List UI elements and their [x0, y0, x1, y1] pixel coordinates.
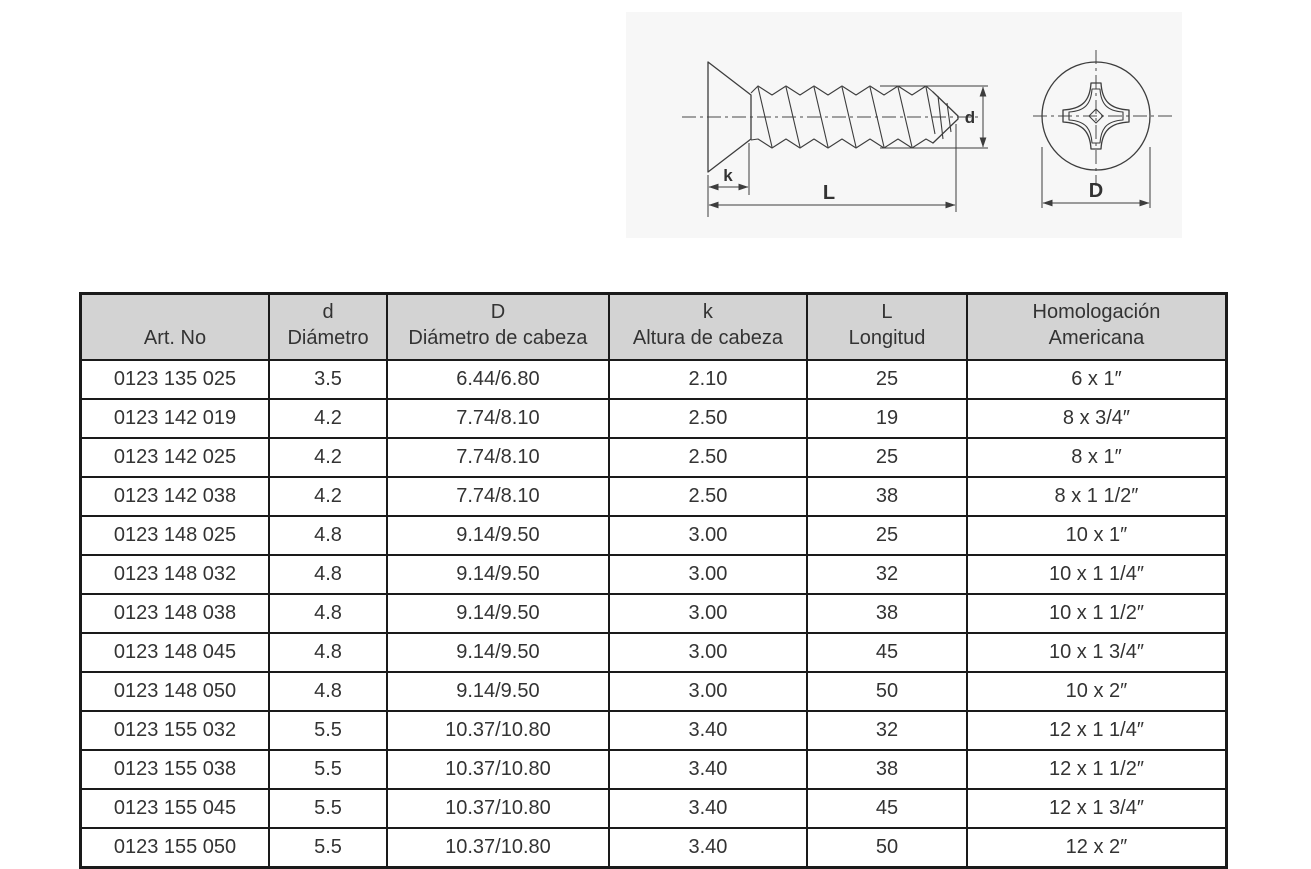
spec-cell: 38 [807, 750, 967, 789]
spec-cell: 4.2 [269, 438, 387, 477]
spec-cell: 0123 148 038 [81, 594, 270, 633]
column-symbol: L [881, 301, 893, 323]
dimension-L [709, 124, 956, 212]
spec-cell: 3.00 [609, 594, 807, 633]
spec-cell: 9.14/9.50 [387, 633, 609, 672]
column-header [609, 294, 807, 361]
spec-cell: 6 x 1″ [967, 360, 1227, 399]
spec-row [81, 516, 1227, 555]
spec-row [81, 750, 1227, 789]
column-symbol: D [490, 301, 506, 323]
spec-cell: 12 x 1 1/2″ [967, 750, 1227, 789]
spec-row [81, 438, 1227, 477]
spec-cell: 10 x 1″ [967, 516, 1227, 555]
spec-cell: 5.5 [269, 711, 387, 750]
spec-cell: 25 [807, 360, 967, 399]
spec-cell: 0123 155 045 [81, 789, 270, 828]
spec-cell: 9.14/9.50 [387, 594, 609, 633]
dimension-k [708, 143, 749, 217]
column-label: Diámetro [287, 327, 369, 349]
spec-table-body [81, 360, 1227, 868]
column-label: Longitud [848, 327, 926, 349]
spec-cell: 3.00 [609, 633, 807, 672]
column-header [807, 294, 967, 361]
spec-cell: 10.37/10.80 [387, 711, 609, 750]
spec-cell: 9.14/9.50 [387, 672, 609, 711]
spec-cell: 45 [807, 789, 967, 828]
spec-cell: 19 [807, 399, 967, 438]
spec-cell: 38 [807, 594, 967, 633]
spec-row [81, 789, 1227, 828]
spec-row [81, 711, 1227, 750]
spec-cell: 2.50 [609, 399, 807, 438]
spec-cell: 0123 155 032 [81, 711, 270, 750]
spec-cell: 3.40 [609, 828, 807, 868]
column-header [387, 294, 609, 361]
spec-cell: 7.74/8.10 [387, 477, 609, 516]
spec-cell: 10 x 1 1/2″ [967, 594, 1227, 633]
thread-bottom-outline [751, 139, 933, 148]
spec-cell: 3.40 [609, 789, 807, 828]
column-header [269, 294, 387, 361]
product-diagram [626, 12, 1182, 238]
spec-row [81, 594, 1227, 633]
spec-cell: 10 x 1 1/4″ [967, 555, 1227, 594]
spec-cell: 25 [807, 438, 967, 477]
spec-cell: 38 [807, 477, 967, 516]
spec-cell: 4.2 [269, 477, 387, 516]
spec-cell: 32 [807, 555, 967, 594]
spec-cell: 0123 148 025 [81, 516, 270, 555]
spec-cell: 5.5 [269, 828, 387, 868]
spec-cell: 3.40 [609, 711, 807, 750]
spec-cell: 0123 155 038 [81, 750, 270, 789]
spec-cell: 0123 148 045 [81, 633, 270, 672]
spec-cell: 3.5 [269, 360, 387, 399]
spec-row [81, 399, 1227, 438]
spec-cell: 50 [807, 672, 967, 711]
spec-cell: 0123 142 038 [81, 477, 270, 516]
spec-cell: 12 x 2″ [967, 828, 1227, 868]
spec-cell: 6.44/6.80 [387, 360, 609, 399]
spec-cell: 12 x 1 1/4″ [967, 711, 1227, 750]
spec-cell: 7.74/8.10 [387, 399, 609, 438]
column-label: Art. No [143, 327, 207, 349]
column-symbol [84, 299, 266, 325]
spec-cell: 2.50 [609, 438, 807, 477]
spec-cell: 8 x 1 1/2″ [967, 477, 1227, 516]
spec-cell: 8 x 1″ [967, 438, 1227, 477]
spec-cell: 5.5 [269, 789, 387, 828]
spec-cell: 3.40 [609, 750, 807, 789]
spec-cell: 9.14/9.50 [387, 555, 609, 594]
spec-row [81, 633, 1227, 672]
spec-row [81, 672, 1227, 711]
spec-table [79, 292, 1228, 869]
spec-cell: 2.50 [609, 477, 807, 516]
spec-cell: 4.8 [269, 594, 387, 633]
dim-label-D: D [1088, 180, 1104, 202]
column-symbol: k [702, 301, 713, 323]
column-label: Americana [1048, 327, 1145, 349]
spec-row [81, 360, 1227, 399]
spec-cell: 10.37/10.80 [387, 828, 609, 868]
spec-cell: 9.14/9.50 [387, 516, 609, 555]
spec-cell: 10 x 2″ [967, 672, 1227, 711]
screw-technical-drawing [626, 12, 1182, 238]
column-header [967, 294, 1227, 361]
spec-cell: 0123 148 050 [81, 672, 270, 711]
column-symbol: Homologación [1032, 301, 1161, 323]
spec-cell: 10 x 1 3/4″ [967, 633, 1227, 672]
dim-label-k: k [723, 166, 733, 185]
column-symbol: d [322, 301, 334, 323]
spec-row [81, 828, 1227, 868]
spec-cell: 45 [807, 633, 967, 672]
spec-row [81, 555, 1227, 594]
column-header [81, 294, 270, 361]
spec-cell: 10.37/10.80 [387, 789, 609, 828]
spec-cell: 32 [807, 711, 967, 750]
dim-label-d: d [964, 108, 976, 127]
spec-cell: 0123 135 025 [81, 360, 270, 399]
spec-cell: 2.10 [609, 360, 807, 399]
spec-cell: 0123 155 050 [81, 828, 270, 868]
column-label: Diámetro de cabeza [408, 327, 588, 349]
spec-cell: 4.2 [269, 399, 387, 438]
screw-front-view [1033, 50, 1172, 208]
spec-row [81, 477, 1227, 516]
column-label: Altura de cabeza [632, 327, 783, 349]
spec-cell: 10.37/10.80 [387, 750, 609, 789]
spec-cell: 0123 142 019 [81, 399, 270, 438]
spec-cell: 4.8 [269, 633, 387, 672]
spec-cell: 4.8 [269, 516, 387, 555]
spec-cell: 3.00 [609, 555, 807, 594]
spec-cell: 3.00 [609, 672, 807, 711]
screw-side-view [682, 62, 988, 217]
spec-cell: 0123 142 025 [81, 438, 270, 477]
spec-cell: 12 x 1 3/4″ [967, 789, 1227, 828]
spec-header-row [81, 294, 1227, 361]
spec-cell: 5.5 [269, 750, 387, 789]
spec-cell: 4.8 [269, 555, 387, 594]
spec-cell: 7.74/8.10 [387, 438, 609, 477]
spec-cell: 0123 148 032 [81, 555, 270, 594]
spec-cell: 4.8 [269, 672, 387, 711]
spec-cell: 50 [807, 828, 967, 868]
spec-cell: 3.00 [609, 516, 807, 555]
dim-label-L: L [822, 182, 836, 204]
spec-table-head [81, 294, 1227, 361]
spec-cell: 25 [807, 516, 967, 555]
spec-cell: 8 x 3/4″ [967, 399, 1227, 438]
